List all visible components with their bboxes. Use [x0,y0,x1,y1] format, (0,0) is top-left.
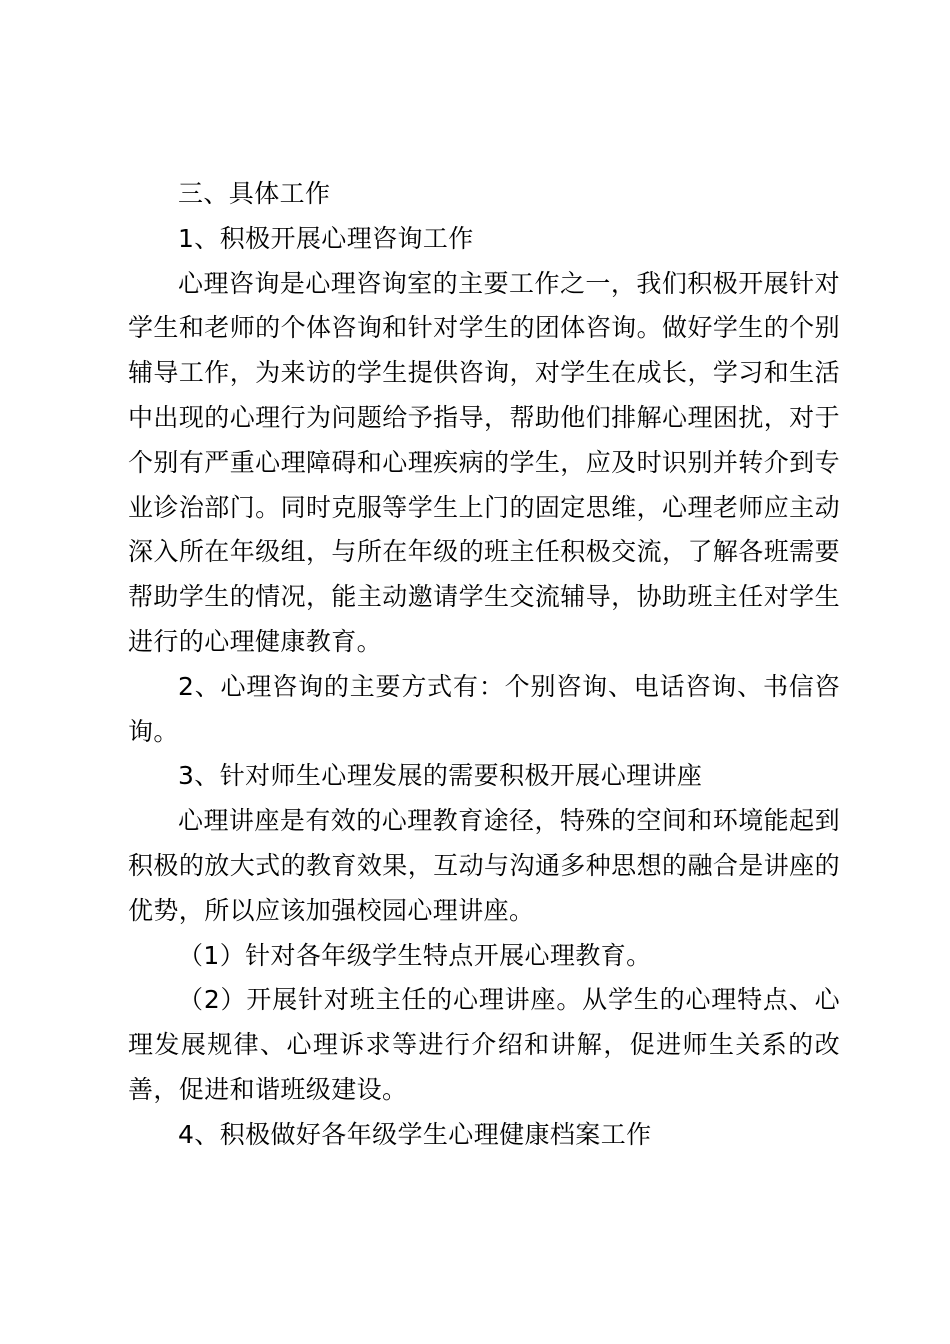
document-body [128,172,840,1158]
section-heading: 三、具体工作 [178,179,331,208]
list-item-1: （1）针对各年级学生特点开展心理教育。 [178,940,652,970]
list-item-2: （2）开展针对班主任的心理讲座。从学生的心理特点、心理发展规律、心理诉求等进行介绍和讲解，促进师生关系的改善，促进和谐班级建设。 [128,985,840,1104]
paragraph-lectures: 心理讲座是有效的心理教育途径，特殊的空间和环境能起到积极的放大式的教育效果，互动与沟通多种思想的融合是讲座的优势，所以应该加强校园心理讲座。 [128,806,840,925]
paragraph-counseling-methods: 2、心理咨询的主要方式有：个别咨询、电话咨询、书信咨询。 [128,671,840,746]
subheading-lectures: 3、针对师生心理发展的需要积极开展心理讲座 [178,761,703,791]
subheading-counseling: 1、积极开展心理咨询工作 [178,223,474,253]
paragraph-counseling: 心理咨询是心理咨询室的主要工作之一，我们积极开展针对学生和老师的个体咨询和针对学生的团体咨询。做好学生的个别辅导工作，为来访的学生提供咨询，对学生在成长，学习和生活中出现的心理行为问题给予指导，帮助他们排解心理困扰，对于个别有严重心理障碍和心理疾病的学生，应及时识别并转介到专业诊治部门。同时克服等学生上门的固定思维，心理老师应主动深入所在年级组，与所在年级的班主任积极交流，了解各班需要帮助学生的情况，能主动邀请学生交流辅导，协助班主任对学生进行的心理健康教育。 [128,268,840,656]
subheading-archives: 4、积极做好各年级学生心理健康档案工作 [178,1119,652,1149]
